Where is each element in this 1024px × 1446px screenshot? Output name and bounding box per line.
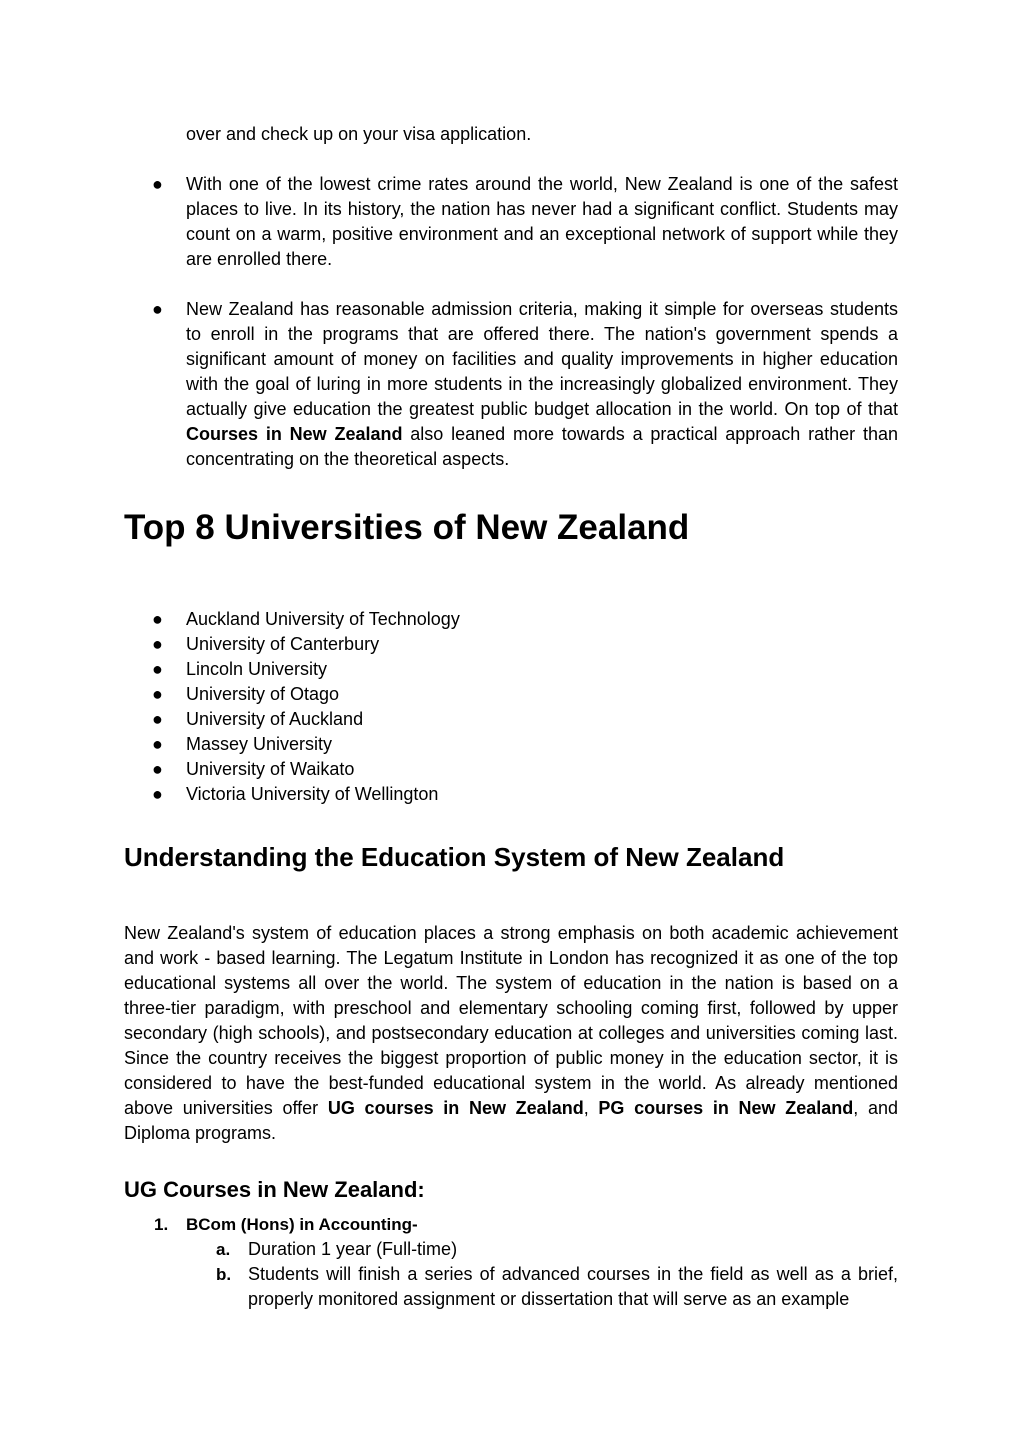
list-item: ● Auckland University of Technology bbox=[124, 607, 460, 632]
list-item: ● Massey University bbox=[124, 732, 460, 757]
detail-text: Students will finish a series of advanced courses in the field as well as a brief, properly monitored assignment or dissertation that will serve as an example bbox=[248, 1264, 898, 1309]
list-item bbox=[124, 297, 898, 472]
detail-text: Duration 1 year (Full-time) bbox=[248, 1239, 458, 1259]
bullet-icon: ● bbox=[152, 734, 163, 754]
bullet-icon: ● bbox=[152, 709, 163, 729]
bullet-icon: ● bbox=[152, 784, 163, 804]
course-detail bbox=[124, 1237, 898, 1262]
bullet-icon: ● bbox=[152, 299, 163, 319]
list-item: ● Lincoln University bbox=[124, 657, 460, 682]
education-paragraph: New Zealand's system of education places a strong emphasis on both academic achievement and work - based learning. The Legatum Institute in London has recognized it as one of the top educational systems all over the world. The system of education in the nation is based on a three-tier paradigm, with preschool and elementary schooling coming first, followed by upper secondary (high schools), and postsecondary education at colleges and universities coming last. Since the country receives the biggest proportion of public money in the education sector, it is considered to have the best-funded educational system in the world. As already mentioned above universities offer UG courses in New Zealand, PG courses in New Zealand, and Diploma programs. bbox=[124, 923, 898, 1143]
list-item: ● University of Waikato bbox=[124, 757, 460, 782]
list-item bbox=[124, 172, 898, 272]
bold-keyword: PG courses in New Zealand bbox=[598, 1098, 854, 1118]
bullet-icon: ● bbox=[152, 634, 163, 654]
bullet-icon: ● bbox=[152, 684, 163, 704]
list-item: ● University of Canterbury bbox=[124, 632, 460, 657]
detail-letter: b. bbox=[216, 1265, 232, 1284]
bullet-icon: ● bbox=[152, 759, 163, 779]
heading-education-system: Understanding the Education System of New Zealand bbox=[124, 842, 785, 872]
continuation-text: over and check up on your visa application. bbox=[186, 124, 532, 144]
bullet-icon: ● bbox=[152, 174, 163, 194]
course-number: 1. bbox=[154, 1215, 169, 1234]
course-detail bbox=[124, 1262, 898, 1312]
bold-keyword: Courses in New Zealand bbox=[186, 424, 403, 444]
heading-ug-courses: UG Courses in New Zealand: bbox=[124, 1177, 425, 1202]
bold-keyword: UG courses in New Zealand bbox=[327, 1098, 584, 1118]
universities-list bbox=[124, 607, 460, 807]
detail-letter: a. bbox=[216, 1240, 231, 1259]
heading-universities: Top 8 Universities of New Zealand bbox=[124, 508, 690, 547]
list-item: ● University of Otago bbox=[124, 682, 460, 707]
bullet-icon: ● bbox=[152, 609, 163, 629]
list-item: ● Victoria University of Wellington bbox=[124, 782, 460, 807]
bullet-text-safety: With one of the lowest crime rates around the world, New Zealand is one of the safest places to live. In its history, the nation has never had a significant conflict. Students may count on a warm, positive environment and an exceptional network of support while they are enrolled there. bbox=[186, 174, 898, 269]
bullet-text-admission: New Zealand has reasonable admission criteria, making it simple for overseas students to enroll in the programs that are offered there. The nation's government spends a significant amount of money on facilities and quality improvements in higher education with the goal of luring in more students in the increasingly globalized environment. They actually give education the greatest public budget allocation in the world. On top of that Courses in New Zealand also leaned more towards a practical approach rather than concentrating on the theoretical aspects. bbox=[186, 299, 898, 469]
list-item: ● University of Auckland bbox=[124, 707, 460, 732]
bullet-icon: ● bbox=[152, 659, 163, 679]
course-name: BCom (Hons) in Accounting- bbox=[186, 1215, 418, 1234]
